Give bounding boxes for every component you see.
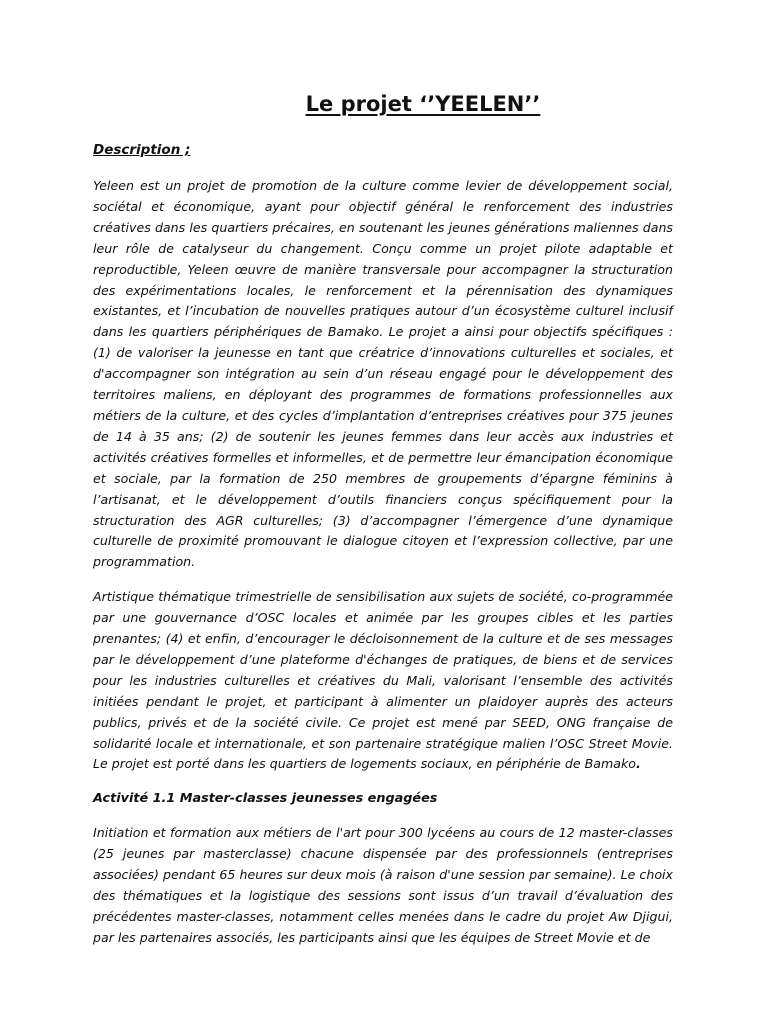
paragraph-2-end: . xyxy=(635,756,641,772)
description-heading: Description ; xyxy=(93,142,191,158)
activity-paragraph: Initiation et formation aux métiers de l'art pour 300 lycéens au cours de 12 master-classes (25 jeunes par masterclasse) chacune dispensée par des professionnels (entreprises associées) pendant 65 heures sur deux mois (à raison d'une session par semaine). Le choix des thématiques et la logistique des sessions sont issus d’un travail d’évaluation des précédentes master-classes, notamment celles menées dans le cadre du projet Aw Djigui, par les partenaires associés, les participants ainsi que les équipes de Street Movie et de xyxy=(93,825,673,945)
paragraph-2-text: Artistique thématique trimestrielle de sensibilisation aux sujets de société, co-programmée par une gouvernance d’OSC locales et animée par les groupes cibles et les parties prenantes; (4) et enfin, d’encourager le décloisonnement de la culture et de ses messages par le développement d’une plateforme d'échanges de pratiques, de biens et de services pour les industries culturelles et créatives du Mali, valorisant l’ensemble des activités initiées pendant le projet, et participant à alimenter un plaidoyer auprès des acteurs publics, privés et de la société civile. Ce projet est mené par SEED, ONG française de solidarité locale et internationale, et son partenaire stratégique malien l’OSC Street Movie. Le projet est porté dans les quartiers de logements sociaux, en périphérie de Bamako xyxy=(93,589,673,772)
document-title: Le projet ‘’YEELEN’’ xyxy=(305,92,541,116)
description-paragraph-1: Yeleen est un projet de promotion de la culture comme levier de développement social, sociétal et économique, ayant pour objectif général le renforcement des industries créatives dans les quartiers précaires, en soutenant les jeunes générations maliennes dans leur rôle de catalyseur du changement. Conçu comme un projet pilote adaptable et reproductible, Yeleen œuvre de manière transversale pour accompagner la structuration des expérimentations locales, le renforcement et la pérennisation des dynamiques existantes, et l’incubation de nouvelles pratiques autour d’un écosystème culturel inclusif dans les quartiers périphériques de Bamako. Le projet a ainsi pour objectifs spécifiques : (1) de valoriser la jeunesse en tant que créatrice d’innovations culturelles et sociales, et d'accompagner son intégration au sein d’un réseau engagé pour le développement des territoires maliens, en déployant des programmes de formations professionnelles aux métiers de la culture, et des cycles d’implantation d’entreprises créatives pour 375 jeunes de 14 à 35 ans; (2) de soutenir les jeunes femmes dans leur accès aux industries et activités créatives formelles et informelles, et de permettre leur émancipation économique et sociale, par la formation de 250 membres de groupements d’épargne féminins à l’artisanat, et le développement d’outils financiers conçus spécifiquement pour la structuration des AGR culturelles; (3) d’accompagner l’émergence d’une dynamique culturelle de proximité promouvant le dialogue citoyen et l’expression collective, par une programmation. xyxy=(93,178,673,570)
description-paragraph-2 xyxy=(93,587,673,775)
document-page xyxy=(93,0,673,949)
activity-heading: Activité 1.1 Master-classes jeunesses engagées xyxy=(93,791,438,807)
